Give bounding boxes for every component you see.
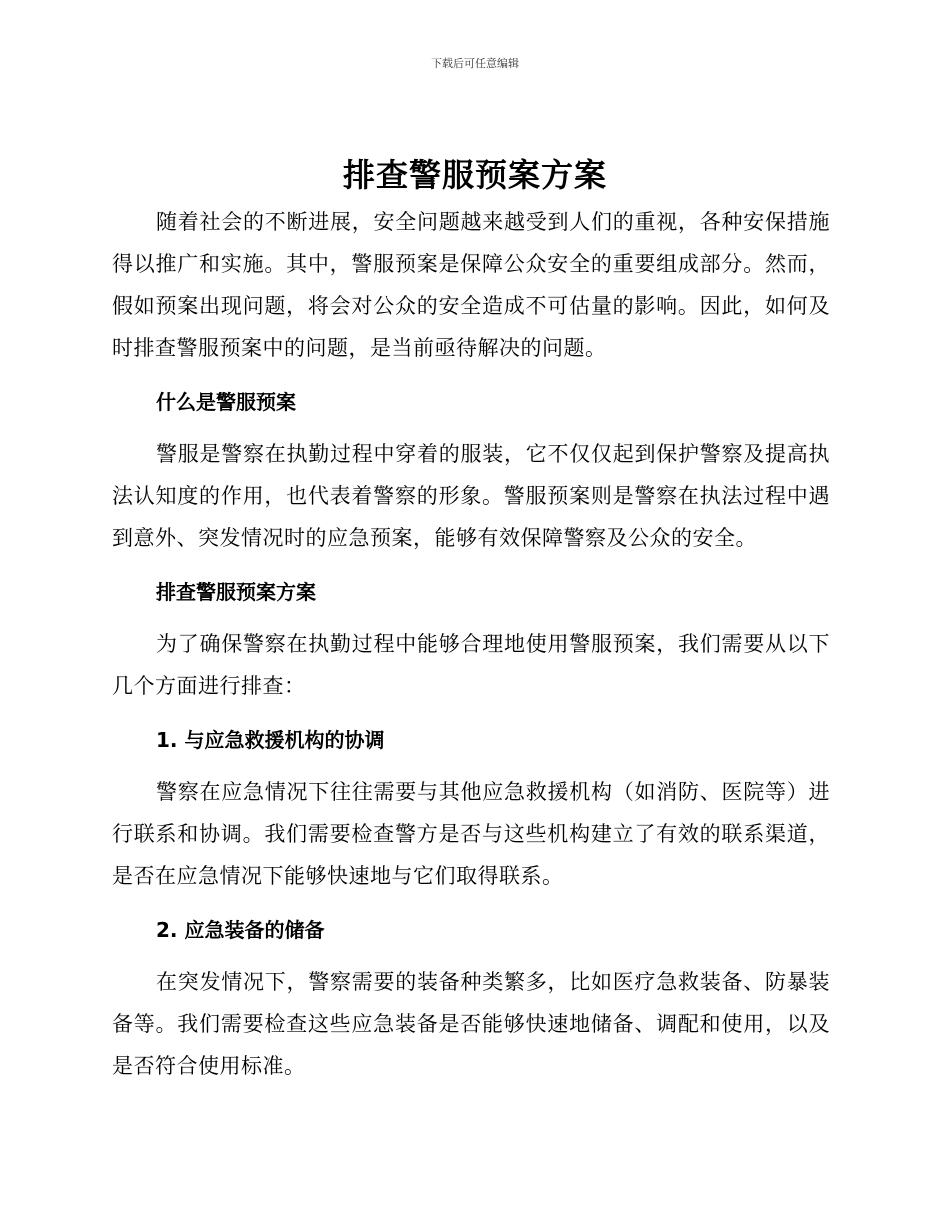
intro-paragraph: 随着社会的不断进展，安全问题越来越受到人们的重视，各种安保措施得以推广和实施。其中，警服预案是保障公众安全的重要组成部分。然而，假如预案出现问题，将会对公众的安全造成不可估量的影响。因此，如何及时排查警服预案中的问题，是当前亟待解决的问题。 bbox=[112, 210, 830, 360]
paragraph-equipment: 在突发情况下，警察需要的装备种类繁多，比如医疗急救装备、防暴装备等。我们需要检查这些应急装备是否能够快速地储备、调配和使用，以及是否符合使用标准。 bbox=[112, 970, 830, 1078]
section-heading-coordination: 1. 与应急救援机构的协调 bbox=[156, 728, 385, 752]
paragraph-what-is: 警服是警察在执勤过程中穿着的服装，它不仅仅起到保护警察及提高执法认知度的作用，也代表着警察的形象。警服预案则是警察在执法过程中遇到意外、突发情况时的应急预案，能够有效保障警察及公众的安全。 bbox=[112, 442, 830, 550]
document-body bbox=[112, 201, 830, 1087]
section-heading-what-is: 什么是警服预案 bbox=[156, 390, 296, 414]
section-heading-equipment: 2. 应急装备的储备 bbox=[156, 918, 325, 942]
paragraph-coordination: 警察在应急情况下往往需要与其他应急救援机构（如消防、医院等）进行联系和协调。我们需要检查警方是否与这些机构建立了有效的联系渠道，是否在应急情况下能够快速地与它们取得联系。 bbox=[112, 780, 830, 888]
header-note: 下载后可任意编辑 bbox=[431, 57, 519, 70]
paragraph-plan: 为了确保警察在执勤过程中能够合理地使用警服预案，我们需要从以下几个方面进行排查： bbox=[112, 632, 830, 698]
page-title: 排查警服预案方案 bbox=[342, 156, 607, 194]
section-heading-plan: 排查警服预案方案 bbox=[156, 580, 316, 604]
